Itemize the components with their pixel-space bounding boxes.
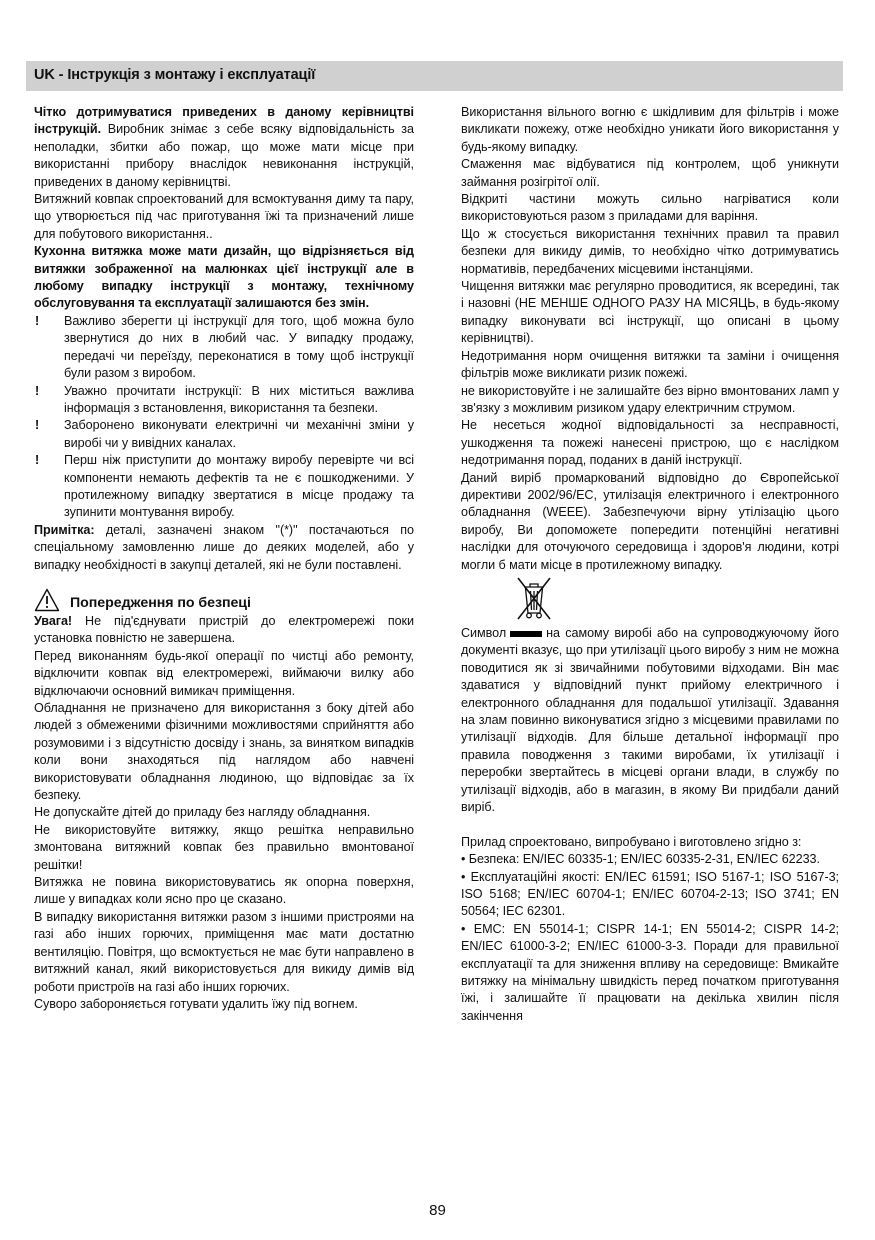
cert-intro: Прилад спроектовано, випробувано і виготовлено згідно з: bbox=[461, 834, 802, 849]
symbol-text: на самому виробі або на супроводжуючому його документі вказує, що при утилізації цього виробу з ним не можна поводитися як зі звичайними побутовими відходами. Він має здаватися у відповідний пункт прийому електричного і електронного обладнання для подальшої утилізації. Здавання на злам повинно виконуватися згідно з місцевими правилами по утилізації відходів. Для більше детальної інформації про правила поводження з такими виробами, їх утилізації і переробки звертайтесь в місцеві органи влади, в службу по утилізації відходів, або в магазин, в якому Ви придбали даний виріб. bbox=[461, 625, 839, 815]
cert-item: • EMC: EN 55014-1; CISPR 14-1; EN 55014-2; CISPR 14-2; EN/IEC 61000-3-2; EN/IEC 61000-3-3. Поради для правильної експлуатації та для зниження впливу на середовище: Вмикайте витяжку на мінімальну швидкість перед початком приготування їжі, і залишайте її працювати на декілька хвилин після закінчення bbox=[461, 921, 839, 1023]
safety-paragraph: Обладнання не призначено для використання з боку дітей або людей з обмеженими фізичними можливостями сприйняття або розумовими і з відсутністю досвіду і знань, за винятком випадків коли вони знаходяться під наглядом або навчені використовувати обладнання людиною, що відповідає за їх безпеку. bbox=[34, 701, 414, 803]
list-item bbox=[34, 452, 414, 522]
safety-paragraph: Недотримання норм очищення витяжки та заміни і очищення фільтрів може викликати ризик пожежі. bbox=[461, 348, 839, 381]
list-item-text: Уважно прочитати інструкції: В них міститься важлива інформація з встановлення, використання та безпеки. bbox=[64, 383, 414, 415]
exclamation-icon: ! bbox=[35, 383, 40, 398]
symbol-paragraph bbox=[461, 625, 839, 816]
section-header-bar bbox=[26, 61, 843, 91]
safety-paragraph: В випадку використання витяжки разом з іншими пристроями на газі або інших горючих, приміщення має мати достатню вентиляцію. Повітря, що всмоктується не має бути направлено в витяжний канал, який використовується для викиду димів від роботи пристроїв на газі або інших горючих. bbox=[34, 909, 414, 994]
safety-heading-text: Попередження по безпеці bbox=[70, 594, 251, 611]
cert-item: • Експлуатаційні якості: EN/IEC 61591; ISO 5167-1; ISO 5167-3; ISO 5168; EN/IEC 60704-1; EN/IEC 60704-2-13; ISO 3741; EN 50564; IEC 62301. bbox=[461, 869, 839, 919]
left-column bbox=[34, 104, 414, 1013]
safety-paragraph: Смаження має відбуватися під контролем, щоб уникнути займання розігрітої олії. bbox=[461, 157, 839, 189]
list-item bbox=[34, 417, 414, 452]
safety-paragraph: Чищення витяжки має регулярно проводитися, як всередині, так і назовні (НЕ МЕНШЕ ОДНОГО РАЗУ НА МІСЯЦЬ, в будь-якому випадку виконувати всі інструкції, що описані в цьому керівництві). bbox=[461, 279, 839, 346]
design-notice: Кухонна витяжка може мати дизайн, що відрізняється від витяжки зображенної на малюнках цієї інструкції але в любому випадку інструкції з монтажу, технічному обслуговування та експлуатації залишаются без змін. bbox=[34, 244, 414, 311]
list-item bbox=[34, 313, 414, 383]
safety-paragraph: не використовуйте і не залишайте без вірно вмонтованих ламп у зв'язку з можливим ризиком удару електричним струмом. bbox=[461, 383, 839, 415]
weee-paragraph: Даний виріб промаркований відповідно до Європейської директиви 2002/96/EC, утилізація електричного і електронного обладнання (WEEE). Забезпечуючи вірну утілізацію цього виробу, Ви допоможете попередити потенційні негативні наслідки для оточуючого середовища і здоров'я людини, котрі могли б мати місце в протилежному випадку. bbox=[461, 470, 839, 572]
safety-paragraph: Перед виконанням будь-якої операції по чистці або ремонту, відключити ковпак від електромережі, виймаючи вилку або відключаючи основний вимикач приміщення. bbox=[34, 648, 414, 698]
intro-rest: Виробник знімає з себе всяку відповідальність за неполадки, збитки або пожар, що може мати місце при використанні прибору внаслідок невиконання інструкцій, приведених в даному керівництві. bbox=[34, 122, 414, 189]
list-item-text: Важливо зберегти ці інструкції для того, щоб можна було звернутися до них в любий час. У випадку продажу, передачі чи переїзду, переконатися в тому щоб інструкції були разом з виробом. bbox=[64, 313, 414, 381]
safety-paragraph: Що ж стосується використання технічних правил та правил безпеки для викиду димів, то необхідно чітко дотримуватись нормативів, передбачених місцевими інстанціями. bbox=[461, 226, 839, 276]
note-label: Примітка: bbox=[34, 522, 95, 537]
attention-paragraph bbox=[34, 613, 414, 648]
page-number: 89 bbox=[429, 1202, 446, 1219]
list-item-text: Заборонено виконувати електричні чи механічні зміни у виробі чи у вивідних каналах. bbox=[64, 418, 414, 450]
safety-heading bbox=[34, 588, 414, 612]
exclamation-icon: ! bbox=[35, 418, 40, 433]
warning-triangle-icon bbox=[34, 588, 60, 612]
note-paragraph bbox=[34, 522, 414, 574]
intro-bold: Чітко дотримуватися приведених в даному керівництві інструкцій. bbox=[34, 105, 414, 137]
purpose-paragraph: Витяжний ковпак спроектований для всмоктування диму та пару, що утворюється під час приготування їжі та призначений лише для побутового використання.. bbox=[34, 192, 414, 241]
safety-paragraph: Використання вільного вогню є шкідливим для фільтрів і може викликати пожежу, отже необхідно уникати його використання у будь-якому випадку. bbox=[461, 105, 839, 154]
note-text: деталі, зазначені знаком "(*)" постачаються по спеціальному замовленню лише до деяких моделей, або у випадку необхідності в закупці деталей, які не були поставлені. bbox=[34, 522, 414, 572]
safety-paragraph: Не використовуйте витяжку, якщо решітка неправильно змонтована витяжний ковпак без правильно вмонтованої решітки! bbox=[34, 822, 414, 872]
exclamation-icon: ! bbox=[35, 453, 40, 468]
attention-text: Не під'єднувати пристрій до електромережі поки установка повністю не завершена. bbox=[34, 613, 414, 646]
safety-paragraph: Не несеться жодної відповідальності за несправності, ушкодження та пожежі нанесені пристрою, що є наслідком недотримання порад, поданих в даній інструкції. bbox=[461, 418, 839, 468]
cert-item: • Безпека: EN/IEC 60335-1; EN/IEC 60335-2-31, EN/IEC 62233. bbox=[461, 852, 820, 867]
crossed-out-bin-icon bbox=[515, 575, 553, 621]
symbol-word: Символ bbox=[461, 625, 507, 640]
attention-label: Увага! bbox=[34, 613, 73, 628]
safety-paragraph: Суворо забороняється готувати удалить їжу під вогнем. bbox=[34, 996, 358, 1011]
safety-paragraph: Не допускайте дітей до приладу без нагляду обладнання. bbox=[34, 805, 371, 820]
exclamation-icon: ! bbox=[35, 313, 40, 328]
weee-symbol-area bbox=[461, 575, 839, 625]
safety-paragraph: Відкриті частини можуть сильно нагріватися коли використовуються разом з приладами для варіння. bbox=[461, 192, 839, 224]
black-bar-icon bbox=[510, 631, 542, 637]
right-column bbox=[461, 104, 839, 1025]
spacer bbox=[461, 816, 839, 833]
list-item bbox=[34, 383, 414, 418]
safety-paragraph: Витяжка не повина використовуватись як опорна поверхня, лише у випадках коли ясно про це сказано. bbox=[34, 875, 414, 907]
section-title: UK - Інструкція з монтажу і експлуатації bbox=[34, 67, 316, 83]
intro-paragraph bbox=[34, 104, 414, 191]
list-item-text: Перш ніж приступити до монтажу виробу перевірте чи всі компоненти немають дефектів та не є пошкодженими. У протилежному випадку звертатися в місце продажу та зупинити монтування виробу. bbox=[64, 453, 414, 520]
